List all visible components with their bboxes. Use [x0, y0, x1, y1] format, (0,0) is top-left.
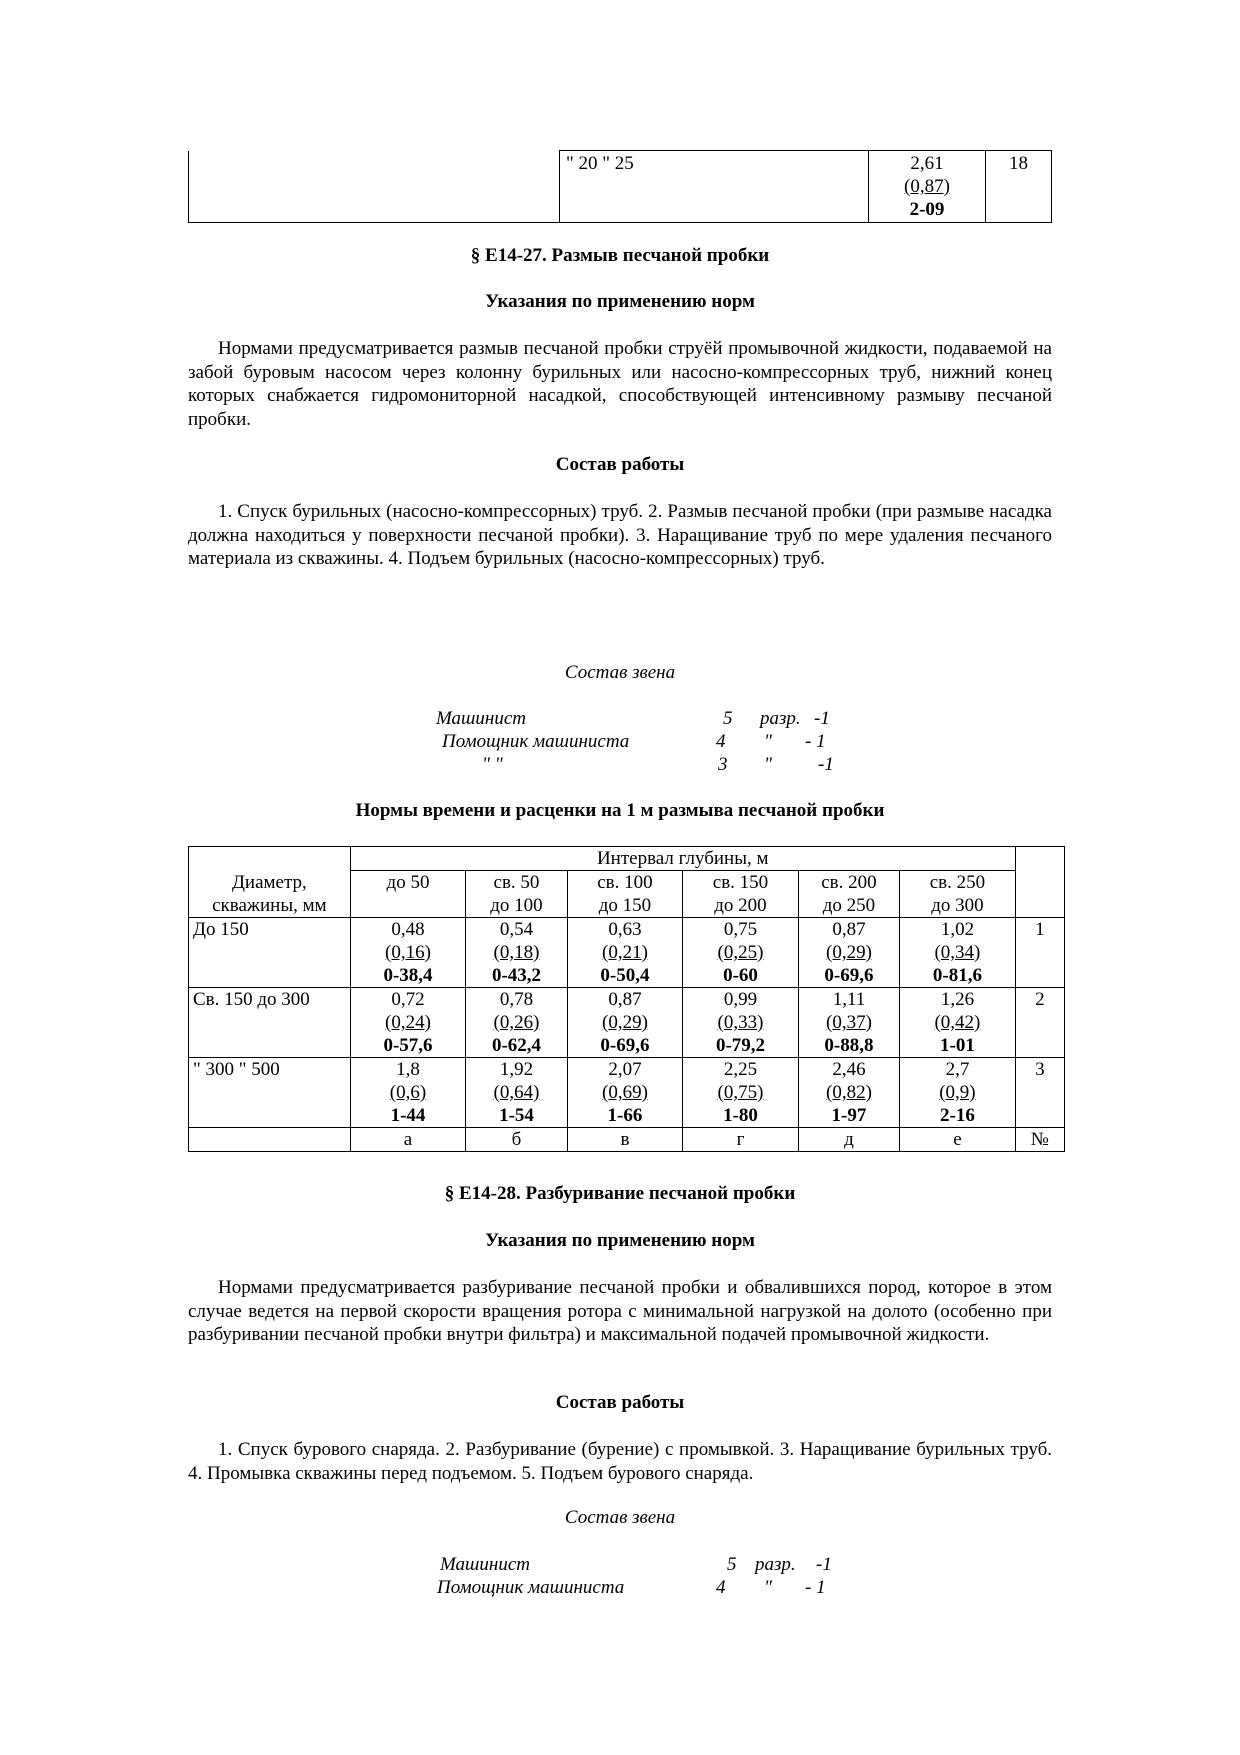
column-header	[683, 871, 799, 918]
crew-role: Машинист	[440, 1554, 530, 1575]
rate-value: (0,29)	[826, 942, 872, 963]
row-number: 3	[1015, 1058, 1064, 1128]
price-value: 2-16	[940, 1105, 975, 1126]
price-value: 0-88,8	[824, 1035, 874, 1056]
table-cell	[900, 918, 1016, 988]
time-value: 2,25	[723, 1059, 758, 1080]
rate-value: (0,33)	[717, 1012, 764, 1033]
price-value: 0-69,6	[600, 1035, 650, 1056]
time-value: 0,87	[832, 919, 866, 940]
crew-grade: 4	[716, 1577, 726, 1598]
rate-value: (0,37)	[826, 1012, 872, 1033]
time-value: 0,48	[391, 919, 425, 940]
table-cell	[567, 918, 683, 988]
section-27-work-heading: Состав работы	[555, 454, 685, 475]
column-letter: в	[567, 1128, 683, 1152]
price-value: 1-66	[607, 1105, 643, 1126]
table-row	[189, 151, 1052, 223]
crew-count: - 1	[805, 1577, 826, 1598]
section-28-work-heading: Состав работы	[555, 1392, 685, 1413]
crew-role: Помощник машиниста	[442, 731, 630, 752]
table-cell	[683, 1058, 799, 1128]
section-28-crew-heading: Состав звена	[564, 1507, 676, 1528]
section-27-work-text: 1. Спуск бурильных (насосно-компрессорных) труб. 2. Размыв песчаной пробки (при размыве насадка должна находиться у поверхности песчаной пробки). 3. Наращивание труб по мере удаления песчаного материала из скважины. 4. Подъем бурильных (насосно-компрессорных) труб.	[188, 501, 1052, 569]
table-cell	[900, 1058, 1016, 1128]
column-header-line: до 200	[714, 895, 767, 916]
section-28-guidance-text: Нормами предусматривается разбуривание песчаной пробки и обвалившихся пород, которое в этом случае ведется на первой скорости вращения ротора с минимальной нагрузкой на долото (особенно при разбуривании песчаной пробки внутри фильтра) и максимальной подачей промывочной жидкости.	[188, 1277, 1052, 1345]
section-27-guidance-text: Нормами предусматривается размыв песчаной пробки струёй промывочной жидкости, подаваемой на забой буровым насосом через колонну бурильных или насосно-компрессорных труб, нижний конец которых снабжается гидромониторной насадкой, способствующей интенсивному размыву песчаной пробки.	[188, 338, 1052, 430]
time-value: 2,7	[945, 1059, 970, 1080]
rate-value: (0,18)	[493, 942, 540, 963]
column-letter: а	[350, 1128, 466, 1152]
crew-role: " "	[482, 754, 503, 775]
price-value: 1-54	[499, 1105, 534, 1126]
table-cell	[683, 988, 799, 1058]
rate-value: (0,16)	[385, 942, 431, 963]
table-cell	[350, 918, 466, 988]
column-header-line: до 250	[822, 895, 876, 916]
empty-cell	[189, 151, 560, 223]
price-value: 0-62,4	[491, 1035, 542, 1056]
norms-table	[188, 846, 1065, 1152]
rate-value: (0,9)	[939, 1082, 976, 1103]
table-cell	[466, 918, 567, 988]
time-value: 2,46	[832, 1059, 866, 1080]
section-28-work-text: 1. Спуск бурового снаряда. 2. Разбуривание (бурение) с промывкой. 3. Наращивание бурильных труб. 4. Промывка скважины перед подъемом. 5. Подъем бурового снаряда.	[188, 1439, 1052, 1484]
rate-value: (0,6)	[389, 1082, 427, 1103]
crew-razr: разр.	[760, 708, 801, 729]
diameter-header: Диаметр, скважины, мм	[189, 847, 351, 918]
table-cell	[567, 988, 683, 1058]
rate-value: (0,69)	[602, 1082, 648, 1103]
price-value: 0-50,4	[600, 965, 650, 986]
price-value: 1-97	[831, 1105, 867, 1126]
price: 2-09	[909, 199, 945, 220]
time-value: 1,92	[499, 1059, 534, 1080]
column-header	[466, 871, 567, 918]
column-header-line: до 50	[386, 872, 430, 893]
time-value: 0,54	[499, 919, 534, 940]
table-header-row	[189, 847, 1065, 871]
number-cell: 18	[986, 151, 1052, 223]
row-label: Св. 150 до 300	[189, 988, 351, 1058]
price-value: 1-80	[723, 1105, 758, 1126]
crew-grade: 5	[727, 1554, 737, 1575]
column-letter: б	[466, 1128, 567, 1152]
rate-value: (0,26)	[493, 1012, 540, 1033]
table-cell	[900, 988, 1016, 1058]
price-value: 0-81,6	[932, 965, 982, 986]
table-row	[189, 918, 1065, 988]
rate-value: (0,64)	[493, 1082, 540, 1103]
rate-value: (0,34)	[934, 942, 981, 963]
crew-razr: "	[764, 1577, 772, 1598]
size-cell: " 20 " 25	[560, 151, 869, 223]
top-continuation-table	[188, 150, 1052, 223]
time-value: 0,63	[608, 919, 642, 940]
column-header-line: св. 100	[597, 872, 653, 893]
rate-value: (0,24)	[385, 1012, 431, 1033]
rate: (0,87)	[904, 176, 950, 197]
column-header-line: до 150	[598, 895, 652, 916]
column-header	[350, 871, 466, 918]
crew-count: -1	[818, 754, 834, 775]
price-value: 1-44	[390, 1105, 426, 1126]
row-label: До 150	[189, 918, 351, 988]
row-number: 1	[1015, 918, 1064, 988]
section-27-guidance-heading: Указания по применению норм	[485, 291, 755, 312]
column-header	[567, 871, 683, 918]
value: 2,61	[910, 153, 944, 174]
price-value: 0-60	[723, 965, 758, 986]
crew-grade: 3	[718, 754, 728, 775]
rate-value: (0,82)	[826, 1082, 872, 1103]
table-cell	[798, 1058, 899, 1128]
rate-value: (0,42)	[934, 1012, 981, 1033]
table-cell	[567, 1058, 683, 1128]
table-cell	[350, 1058, 466, 1128]
time-value: 0,75	[723, 919, 758, 940]
crew-razr: "	[764, 731, 772, 752]
number-header-empty	[1015, 847, 1064, 918]
column-letter: д	[798, 1128, 899, 1152]
table-cell	[466, 988, 567, 1058]
crew-role: Машинист	[436, 708, 526, 729]
time-value: 1,02	[940, 919, 975, 940]
time-value: 2,07	[608, 1059, 642, 1080]
table-cell	[350, 988, 466, 1058]
time-value: 0,72	[391, 989, 425, 1010]
rate-value: (0,75)	[717, 1082, 764, 1103]
crew-count: -1	[816, 1554, 832, 1575]
table-cell	[683, 918, 799, 988]
price-value: 0-79,2	[715, 1035, 766, 1056]
column-letter: г	[683, 1128, 799, 1152]
interval-header: Интервал глубины, м	[350, 847, 1015, 871]
column-header-line: св. 250	[929, 872, 986, 893]
column-header-line: св. 200	[821, 872, 877, 893]
table-row	[189, 988, 1065, 1058]
column-header-line: до 100	[490, 895, 543, 916]
price-value: 0-38,4	[383, 965, 433, 986]
rate-value: (0,25)	[717, 942, 764, 963]
value-cell	[869, 151, 986, 223]
crew-grade: 5	[723, 708, 733, 729]
time-value: 0,78	[499, 989, 534, 1010]
crew-grade: 4	[716, 731, 726, 752]
time-value: 1,11	[832, 989, 866, 1010]
time-value: 1,26	[940, 989, 975, 1010]
price-value: 1-01	[940, 1035, 975, 1056]
crew-count: - 1	[805, 731, 826, 752]
crew-role: Помощник машиниста	[437, 1577, 625, 1598]
price-value: 0-57,6	[383, 1035, 433, 1056]
norm-table-title: Нормы времени и расценки на 1 м размыва песчаной пробки	[355, 800, 885, 821]
column-header-line: св. 50	[493, 872, 540, 893]
section-27-title: § Е14-27. Размыв песчаной пробки	[470, 245, 770, 266]
section-28-title: § Е14-28. Разбуривание песчаной пробки	[444, 1183, 796, 1204]
rate-value: (0,29)	[602, 1012, 648, 1033]
price-value: 0-69,6	[824, 965, 874, 986]
number-header: №	[1015, 1128, 1064, 1152]
column-header-line: св. 150	[712, 872, 769, 893]
rate-value: (0,21)	[602, 942, 648, 963]
table-cell	[798, 918, 899, 988]
column-header	[900, 871, 1016, 918]
section-27-crew-heading: Состав звена	[564, 662, 676, 683]
time-value: 1,8	[396, 1059, 420, 1080]
column-header-line	[355, 894, 462, 917]
row-number: 2	[1015, 988, 1064, 1058]
price-value: 0-43,2	[491, 965, 542, 986]
empty-cell	[189, 1128, 351, 1152]
time-value: 0,99	[723, 989, 758, 1010]
crew-count: -1	[814, 708, 830, 729]
column-header	[798, 871, 899, 918]
crew-razr: "	[764, 754, 772, 775]
column-letter: е	[900, 1128, 1016, 1152]
row-label: " 300 " 500	[189, 1058, 351, 1128]
time-value: 0,87	[608, 989, 642, 1010]
table-letters-row	[189, 1128, 1065, 1152]
table-cell	[466, 1058, 567, 1128]
column-header-line: до 300	[931, 895, 984, 916]
crew-razr: разр.	[755, 1554, 796, 1575]
section-28-guidance-heading: Указания по применению норм	[485, 1230, 755, 1251]
table-row	[189, 1058, 1065, 1128]
table-cell	[798, 988, 899, 1058]
